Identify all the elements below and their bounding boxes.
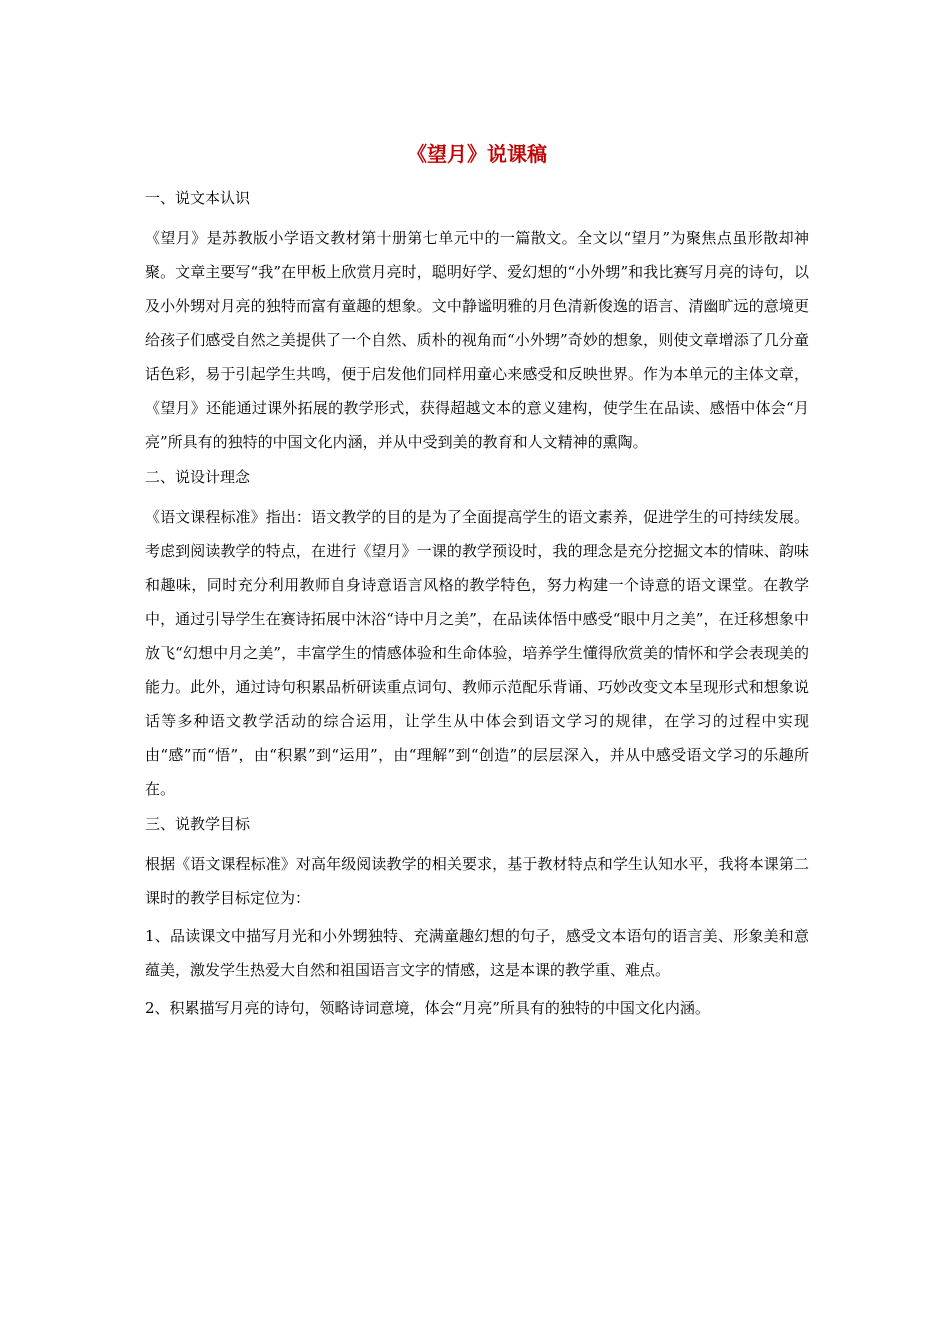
document-title: 《望月》说课稿	[407, 142, 547, 166]
goal-item-1: 1、品读课文中描写月光和小外甥独特、充满童趣幻想的句子，感受文本语句的语言美、形象美和意蕴美，激发学生热爱大自然和祖国语言文字的情感，这是本课的教学重、难点。	[145, 927, 809, 979]
section-heading: 二、说设计理念	[145, 468, 251, 486]
paragraph: 根据《语文课程标准》对高年级阅读教学的相关要求，基于教材特点和学生认知水平，我将本课第二课时的教学目标定位为：	[145, 855, 809, 907]
section-heading: 一、说文本认识	[145, 189, 251, 207]
section-teaching-goals	[145, 814, 809, 1025]
goal-item-2: 2、积累描写月亮的诗句，领略诗词意境，体会“月亮”所具有的独特的中国文化内涵。	[145, 999, 710, 1017]
section-heading: 三、说教学目标	[145, 815, 251, 833]
paragraph: 《语文课程标准》指出：语文教学的目的是为了全面提高学生的语文素养，促进学生的可持续发展。考虑到阅读教学的特点，在进行《望月》一课的教学预设时，我的理念是充分挖掘文本的情味、韵味和趣味，同时充分利用教师自身诗意语言风格的教学特色，努力构建一个诗意的语文课堂。在教学中，通过引导学生在赛诗拓展中沐浴“诗中月之美”，在品读体悟中感受“眼中月之美”，在迁移想象中放飞“幻想中月之美”，丰富学生的情感体验和生命体验，培养学生懂得欣赏美的情怀和学会表现美的能力。此外，通过诗句积累品析研读重点词句、教师示范配乐背诵、巧妙改变文本呈现形式和想象说话等多种语文教学活动的综合运用，让学生从中体会到语文学习的规律，在学习的过程中实现由“感”而“悟”，由“积累”到“运用”，由“理解”到“创造”的层层深入，并从中感受语文学习的乐趣所在。	[145, 508, 809, 798]
document-page	[145, 140, 809, 1029]
paragraph: 《望月》是苏教版小学语文教材第十册第七单元中的一篇散文。全文以“望月”为聚焦点虽形散却神聚。文章主要写“我”在甲板上欣赏月亮时，聪明好学、爱幻想的“小外甥”和我比赛写月亮的诗句，以及小外甥对月亮的独特而富有童趣的想象。文中静谧明雅的月色清新俊逸的语言、清幽旷远的意境更给孩子们感受自然之美提供了一个自然、质朴的视角而“小外甥”奇妙的想象，则使文章增添了几分童话色彩，易于引起学生共鸣，便于启发他们同样用童心来感受和反映世界。作为本单元的主体文章，《望月》还能通过课外拓展的教学形式，获得超越文本的意义建构，使学生在品读、感悟中体会“月亮”所具有的独特的中国文化内涵，并从中受到美的教育和人文精神的熏陶。	[145, 229, 809, 451]
section-text-understanding	[145, 188, 809, 459]
section-design-concept	[145, 467, 809, 806]
